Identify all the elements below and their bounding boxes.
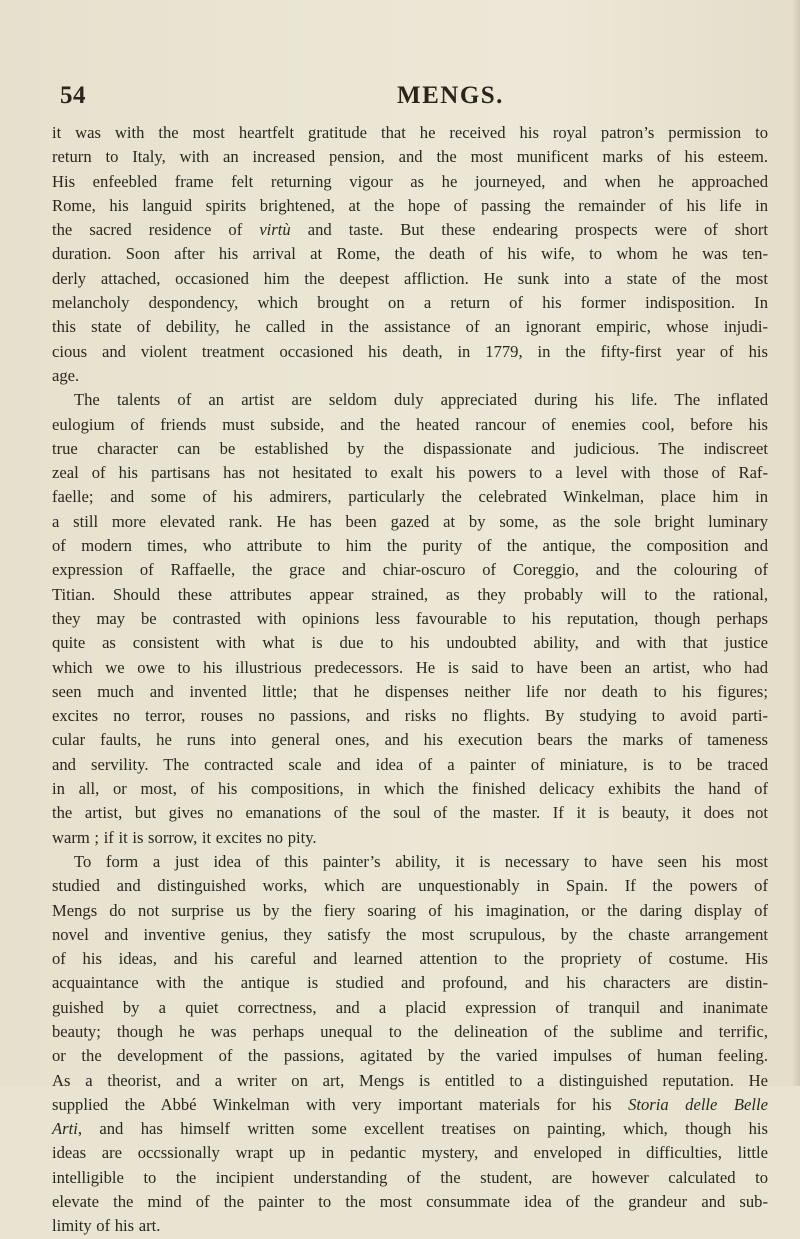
- text-line: cious and violent treatment occasioned his death, in 1779, in the fifty-first year of his: [52, 341, 768, 361]
- text-line: guished by a quiet correctness, and a placid expression of tranquil and inanimate: [52, 997, 768, 1017]
- text-line: of modern times, who attribute to him the purity of the antique, the composition and: [52, 536, 768, 556]
- text-line: Rome, his languid spirits brightened, at the hope of passing the remainder of his life in: [52, 195, 768, 215]
- text-line: it was with the most heartfelt gratitude that he received his royal patron’s permission to: [52, 123, 768, 142]
- text-line: elevate the mind of the painter to the most consummate idea of the grandeur and sub-: [52, 1192, 768, 1212]
- text-line: expression of Raffaelle, the grace and chiar-oscuro of Coreggio, and the colouring of: [52, 560, 768, 580]
- text-line: of his ideas, and his careful and learned attention to the propriety of costume. His: [52, 949, 768, 969]
- text-line: faelle; and some of his admirers, particularly the celebrated Winkelman, place him in: [52, 487, 768, 507]
- italic-title: Arti: [52, 1119, 78, 1139]
- text-line: acquaintance with the antique is studied and profound, and his characters are distin-: [52, 973, 768, 993]
- text-line: studied and distinguished works, which are unquestionably in Spain. If the powers of: [52, 876, 768, 896]
- text-line: in all, or most, of his compositions, in which the finished delicacy exhibits the hand of: [52, 779, 768, 799]
- text-line: which we owe to his illustrious predecessors. He is said to have been an artist, who had: [52, 657, 768, 677]
- italic-term: virtù: [259, 220, 291, 240]
- page-edge-shadow: [792, 0, 800, 1086]
- text-line: return to Italy, with an increased pension, and the most munificent marks of his esteem.: [52, 147, 768, 167]
- running-head: MENGS.: [397, 82, 504, 109]
- text-line: the artist, but gives no emanations of the soul of the master. If it is beauty, it does not: [52, 803, 768, 823]
- text-line: melancholy despondency, which brought on a return of his former indisposition. In: [52, 293, 768, 313]
- text-line: Arti, and has himself written some excellent treatises on painting, which, though his: [52, 1119, 768, 1139]
- text-line: cular faults, he runs into general ones, and his execution bears the marks of tameness: [52, 730, 768, 750]
- text-line: derly attached, occasioned him the deepest affliction. He sunk into a state of the most: [52, 268, 768, 288]
- text-line: this state of debility, he called in the assistance of an ignorant empiric, whose injudi-: [52, 317, 768, 337]
- text-line: the sacred residence of virtù and taste. But these endearing prospects were of short: [52, 220, 768, 240]
- text-line: duration. Soon after his arrival at Rome, the death of his wife, to whom he was ten-: [52, 244, 768, 264]
- text-line: or the development of the passions, agitated by the varied impulses of human feeling.: [52, 1046, 768, 1066]
- text-line: true character can be established by the dispassionate and judicious. The indiscreet: [52, 438, 768, 458]
- text-line: limity of his art.: [52, 1216, 161, 1236]
- text-line: novel and inventive genius, they satisfy the most scrupulous, by the chaste arrangement: [52, 924, 768, 944]
- text-line: seen much and invented little; that he dispenses neither life nor death to his figures;: [52, 681, 768, 701]
- text-line: zeal of his partisans has not hesitated to exalt his powers to a level with those of Raf-: [52, 463, 768, 483]
- text-line: His enfeebled frame felt returning vigour as he journeyed, and when he approached: [52, 171, 768, 191]
- text-line: they may be contrasted with opinions less favourable to his reputation, though perhaps: [52, 608, 768, 628]
- page-header: [60, 82, 760, 112]
- text-line: Titian. Should these attributes appear strained, as they probably will to the rational,: [52, 584, 768, 604]
- text-line: supplied the Abbé Winkelman with very important materials for his Storia delle Belle: [52, 1094, 768, 1114]
- text-line: intelligible to the incipient understanding of the student, are however calculated to: [52, 1167, 768, 1187]
- text-line: warm ; if it is sorrow, it excites no pity.: [52, 827, 317, 847]
- text-line: The talents of an artist are seldom duly appreciated during his life. The inflated: [74, 390, 768, 410]
- text-line: ideas are occssionally wrapt up in pedantic mystery, and enveloped in difficulties, little: [52, 1143, 768, 1163]
- text-line: To form a just idea of this painter’s ability, it is necessary to have seen his most: [74, 851, 768, 871]
- text-line: a still more elevated rank. He has been gazed at by some, as the sole bright luminary: [52, 511, 768, 531]
- text-line: eulogium of friends must subside, and the heated rancour of enemies cool, before his: [52, 414, 768, 434]
- text-line: quite as consistent with what is due to his undoubted ability, and with that justice: [52, 633, 768, 653]
- text-line: excites no terror, rouses no passions, and risks no flights. By studying to avoid parti-: [52, 706, 768, 726]
- text-line: beauty; though he was perhaps unequal to the delineation of the sublime and terrific,: [52, 1021, 768, 1041]
- text-line: and servility. The contracted scale and idea of a painter of miniature, is to be traced: [52, 754, 768, 774]
- page-number: 54: [60, 82, 86, 109]
- text-line: Mengs do not surprise us by the fiery soaring of his imagination, or the daring display of: [52, 900, 768, 920]
- body-text: [52, 121, 768, 1239]
- italic-title: Storia delle Belle: [628, 1094, 768, 1114]
- text-line: age.: [52, 365, 80, 385]
- text-line: As a theorist, and a writer on art, Mengs is entitled to a distinguished reputation. He: [52, 1070, 768, 1090]
